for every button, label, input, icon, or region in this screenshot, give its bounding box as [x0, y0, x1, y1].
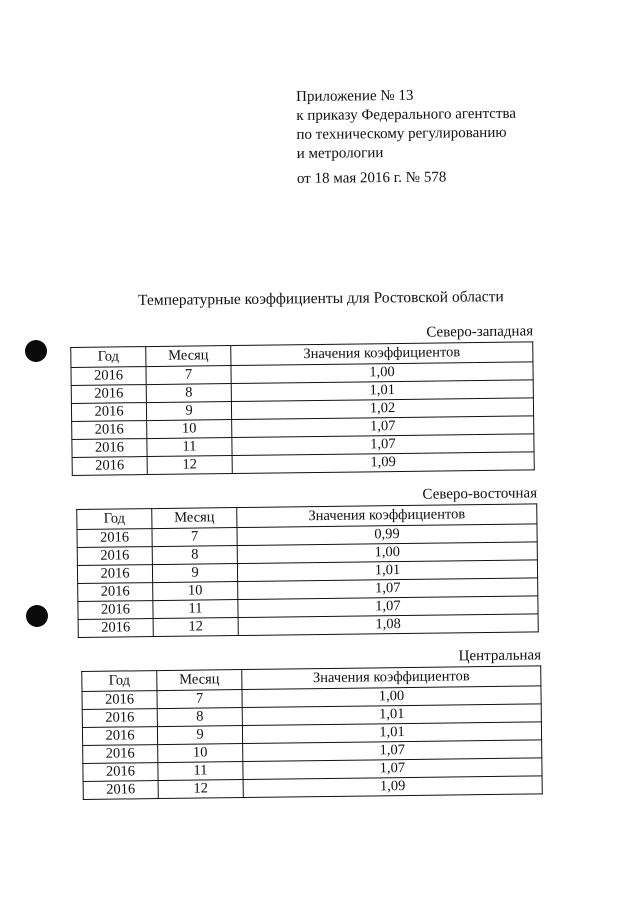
year-cell: 2016 — [83, 763, 158, 782]
region-block-central — [81, 646, 543, 800]
month-cell: 11 — [147, 438, 232, 457]
value-cell: 1,01 — [242, 722, 541, 744]
value-cell: 1,07 — [238, 578, 538, 600]
month-cell: 7 — [157, 690, 242, 709]
punch-hole-bottom — [26, 605, 48, 627]
appendix-line: к приказу Федерального агентства — [296, 105, 517, 124]
month-cell: 8 — [152, 546, 237, 565]
region-block-northeast — [76, 484, 539, 638]
year-cell: 2016 — [83, 745, 158, 764]
month-cell: 7 — [146, 366, 231, 385]
month-cell: 8 — [157, 708, 242, 727]
value-cell: 1,07 — [232, 416, 534, 438]
appendix-line: по техническому регулированию — [296, 124, 507, 143]
column-header-year: Год — [71, 347, 146, 368]
year-cell: 2016 — [72, 439, 147, 458]
column-header-month: Месяц — [146, 346, 231, 367]
value-cell: 1,00 — [231, 362, 533, 384]
month-cell: 12 — [158, 780, 243, 799]
month-cell: 9 — [152, 564, 237, 583]
value-cell: 1,09 — [232, 452, 534, 474]
coefficients-table — [70, 341, 535, 476]
year-cell: 2016 — [78, 619, 153, 638]
month-cell: 7 — [152, 528, 237, 547]
month-cell: 10 — [153, 582, 238, 601]
month-cell: 11 — [153, 600, 238, 619]
year-cell: 2016 — [78, 583, 153, 602]
year-cell: 2016 — [72, 421, 147, 440]
value-cell: 0,99 — [237, 524, 537, 546]
appendix-line: Приложение № 13 — [296, 87, 414, 105]
appendix-header — [296, 86, 517, 189]
document-title: Температурные коэффициенты для Ростовской области — [138, 288, 504, 309]
region-block-northwest — [70, 322, 535, 476]
year-cell: 2016 — [82, 691, 157, 710]
month-cell: 12 — [153, 618, 238, 637]
column-header-month: Месяц — [157, 670, 242, 691]
column-header-value: Значения коэффициентов — [231, 342, 533, 366]
year-cell: 2016 — [82, 709, 157, 728]
column-header-value: Значения коэффициентов — [242, 666, 541, 690]
month-cell: 9 — [157, 726, 242, 745]
region-name: Северо-западная — [426, 323, 534, 341]
punch-hole-top — [25, 340, 47, 362]
month-cell: 11 — [158, 762, 243, 781]
year-cell: 2016 — [77, 547, 152, 566]
month-cell: 9 — [146, 402, 231, 421]
value-cell: 1,07 — [243, 740, 542, 762]
month-cell: 10 — [158, 744, 243, 763]
coefficients-table — [76, 503, 539, 638]
year-cell: 2016 — [78, 601, 153, 620]
appendix-line: и метрологии — [296, 145, 384, 162]
value-cell: 1,08 — [238, 614, 538, 636]
value-cell: 1,01 — [242, 704, 541, 726]
value-cell: 1,07 — [243, 758, 542, 780]
year-cell: 2016 — [72, 457, 147, 476]
year-cell: 2016 — [82, 727, 157, 746]
value-cell: 1,00 — [242, 686, 541, 708]
value-cell: 1,01 — [231, 380, 533, 402]
value-cell: 1,00 — [237, 542, 537, 564]
value-cell: 1,07 — [238, 596, 538, 618]
year-cell: 2016 — [71, 385, 146, 404]
year-cell: 2016 — [71, 403, 146, 422]
region-name: Северо-восточная — [422, 485, 538, 503]
year-cell: 2016 — [71, 367, 146, 386]
column-header-value: Значения коэффициентов — [237, 504, 537, 528]
coefficients-table — [81, 665, 543, 800]
value-cell: 1,09 — [243, 776, 542, 798]
value-cell: 1,07 — [232, 434, 534, 456]
region-name: Центральная — [458, 647, 542, 665]
year-cell: 2016 — [77, 529, 152, 548]
value-cell: 1,01 — [237, 560, 537, 582]
column-header-month: Месяц — [152, 508, 237, 529]
month-cell: 12 — [147, 456, 232, 475]
appendix-date-line: от 18 мая 2016 г. № 578 — [296, 169, 447, 187]
value-cell: 1,02 — [231, 398, 533, 420]
year-cell: 2016 — [77, 565, 152, 584]
column-header-year: Год — [77, 509, 152, 530]
column-header-year: Год — [82, 671, 157, 692]
month-cell: 10 — [147, 420, 232, 439]
month-cell: 8 — [146, 384, 231, 403]
year-cell: 2016 — [83, 781, 158, 800]
